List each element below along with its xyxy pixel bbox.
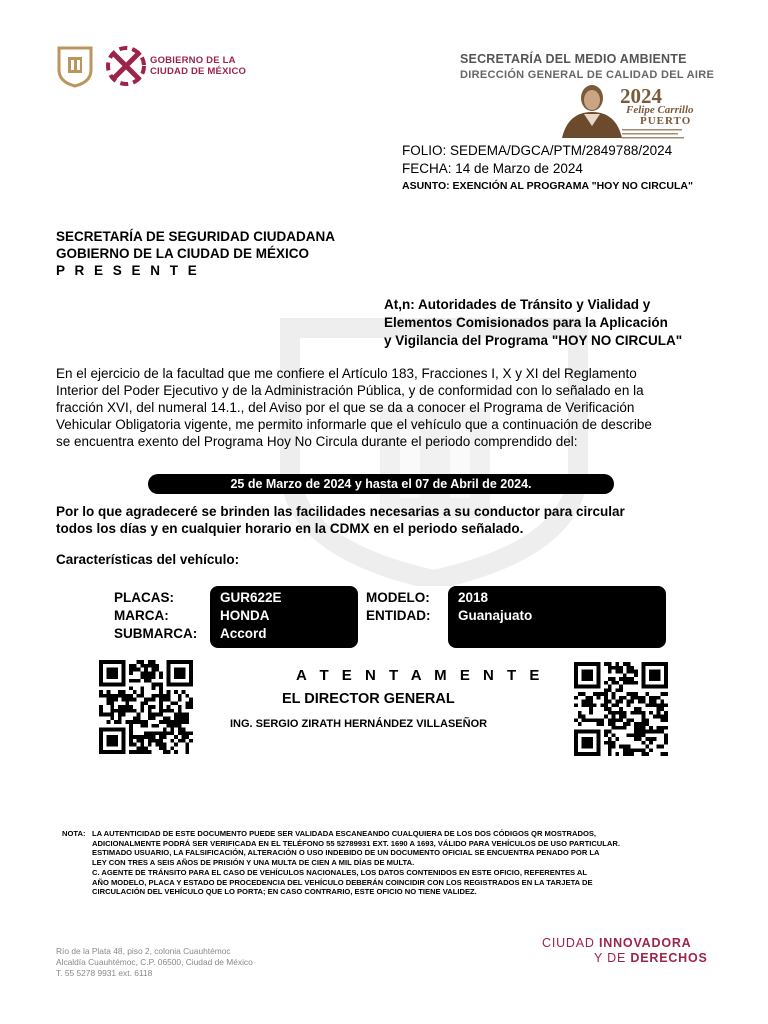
footer-address: [56, 946, 253, 979]
vehicle-values-right: [458, 589, 532, 625]
attention-block: [384, 296, 682, 350]
modelo-value: 2018: [458, 590, 489, 605]
nota-line: AÑO MODELO, PLACA Y ESTADO DE PROCEDENCIA DEL VEHÍCULO DEBERÁN COINCIDIR CON LOS REGISTRADOS EN LA TARJETA DE: [92, 877, 593, 887]
felipe-carrillo-portrait-icon: [556, 82, 626, 138]
body-line: En el ejercicio de la facultad que me confiere el Artículo 183, Fracciones I, X y XI del Reglamento: [56, 366, 637, 381]
qr-code-right-icon[interactable]: [570, 662, 672, 756]
slogan-line2: Y DE DERECHOS: [594, 951, 708, 965]
closing-line: todos los días y en cualquier horario en la CDMX en el periodo señalado.: [56, 521, 524, 536]
entidad-value: Guanajuato: [458, 608, 533, 623]
nota-line: ADICIONALMENTE PODRÁ SER VERIFICADA EN EL TELÉFONO 55 52789931 EXT. 1690 A 1693, VÁLIDO PARA VEHÍCULOS DE USO PARTICULAR.: [92, 838, 621, 848]
submarca-value: Accord: [220, 626, 267, 641]
attention-line: At,n: Autoridades de Tránsito y Vialidad y: [384, 297, 651, 312]
nota-line: CIRCULACIÓN DEL VEHÍCULO QUE LO PORTA; EN CASO CONTRARIO, ESTE OFICIO NO TIENE VALIDEZ.: [92, 887, 477, 897]
atentamente: A T E N T A M E N T E: [296, 667, 544, 684]
address-line: Río de la Plata 48, piso 2, colonia Cuauhtémoc: [56, 946, 231, 956]
entidad-label: ENTIDAD:: [366, 608, 431, 623]
address-line: Alcaldía Cuauhtémoc, C.P. 06500, Ciudad de México: [56, 957, 253, 967]
vehicle-values-left: [220, 589, 282, 643]
nota-label: NOTA:: [62, 829, 86, 838]
presente: P R E S E N T E: [56, 263, 200, 278]
placas-value: GUR622E: [220, 590, 282, 605]
modelo-label: MODELO:: [366, 590, 430, 605]
exemption-period: 25 de Marzo de 2024 y hasta el 07 de Abril de 2024.: [148, 474, 614, 494]
gov-cdmx-name: GOBIERNO DE LA CIUDAD DE MÉXICO: [150, 55, 247, 77]
marca-value: HONDA: [220, 608, 270, 623]
body-line: Interior del Poder Ejecutivo y de la Administración Pública, y de conformidad con lo señalado en la: [56, 383, 644, 398]
cdmx-logo-icon: [104, 44, 148, 88]
nota-line: LA AUTENTICIDAD DE ESTE DOCUMENTO PUEDE SER VALIDADA ESCANEANDO CUALQUIERA DE LOS DOS CÓDIGOS QR MOSTRADOS,: [92, 829, 597, 838]
mexico-crest-icon: [56, 44, 94, 88]
year-2024: 2024: [620, 84, 662, 108]
marca-label: MARCA:: [114, 608, 169, 623]
address-line: T. 55 5278 9931 ext. 6118: [56, 968, 153, 978]
director-name: ING. SERGIO ZIRATH HERNÁNDEZ VILLASEÑOR: [230, 718, 488, 730]
director-title: EL DIRECTOR GENERAL: [282, 691, 455, 707]
asunto: ASUNTO: EXENCIÓN AL PROGRAMA "HOY NO CIRCULA": [402, 180, 693, 192]
felipe-carrillo-text: Felipe Carrillo: [626, 104, 694, 116]
attention-line: Elementos Comisionados para la Aplicación: [384, 315, 668, 330]
addressee: [56, 228, 335, 279]
nota-block: [62, 829, 730, 897]
submarca-label: SUBMARCA:: [114, 626, 198, 641]
body-paragraph: [56, 365, 736, 450]
folio: FOLIO: SEDEMA/DGCA/PTM/2849788/2024: [402, 143, 673, 158]
addressee-line: SECRETARÍA DE SEGURIDAD CIUDADANA: [56, 229, 336, 244]
fecha: FECHA: 14 de Marzo de 2024: [402, 161, 583, 176]
nota-line: ESTIMADO USUARIO, LA FALSIFICACIÓN, ALTERACIÓN O USO INDEBIDO DE UN DOCUMENTO OFICIAL SE ENCUENTRA PENADO POR LA: [92, 848, 600, 858]
closing-line: Por lo que agradeceré se brinden las facilidades necesarias a su conductor para circular: [56, 504, 625, 519]
emblem-small-print: [622, 128, 688, 142]
addressee-line: GOBIERNO DE LA CIUDAD DE MÉXICO: [56, 246, 310, 261]
sedema-subtitle: DIRECCIÓN GENERAL DE CALIDAD DEL AIRE: [460, 69, 715, 81]
qr-code-left-icon[interactable]: [96, 660, 196, 754]
body-line: se encuentra exento del Programa Hoy No Circula durante el periodo comprendido del:: [56, 434, 578, 449]
body-line: Vehicular Obligatoria vigente, me permito informarle que el vehículo que a continuación de describe: [56, 417, 652, 432]
nota-line: LEY CON TRES A SEIS AÑOS DE PRISIÓN Y UNA MULTA DE CIEN A MIL DÍAS DE MULTA.: [92, 858, 415, 868]
vehicle-labels-right: [366, 589, 431, 625]
nota-line: C. AGENTE DE TRÁNSITO PARA EL CASO DE VEHÍCULOS NACIONALES, LOS DATOS CONTENIDOS EN ESTE OFICIO, REFERENTES AL: [92, 867, 588, 877]
sedema-title: SECRETARÍA DEL MEDIO AMBIENTE: [460, 52, 687, 66]
closing-paragraph: [56, 503, 625, 537]
placas-label: PLACAS:: [114, 590, 174, 605]
vehicle-labels-left: [114, 589, 197, 643]
attention-line: y Vigilancia del Programa "HOY NO CIRCULA": [384, 333, 683, 348]
slogan-line1: CIUDAD INNOVADORA: [542, 936, 692, 950]
body-line: fracción XVI, del numeral 14.1., del Aviso por el que se da a conocer el Programa de Verificación: [56, 400, 635, 415]
vehicle-heading: Características del vehículo:: [56, 552, 240, 567]
coat-of-arms-watermark: [260, 318, 608, 586]
puerto-text: PUERTO: [640, 115, 692, 127]
